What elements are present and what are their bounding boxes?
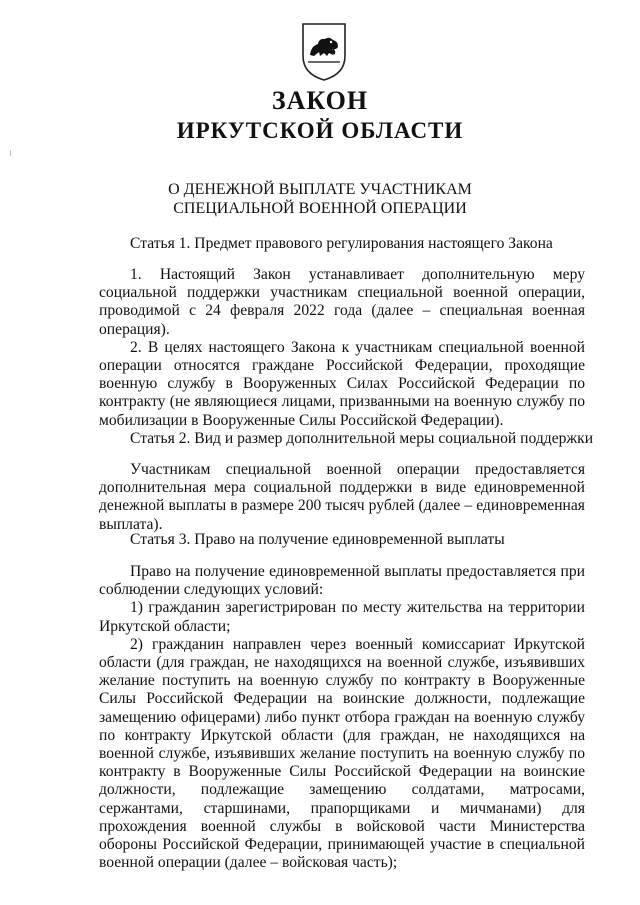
scan-margin-mark (10, 150, 11, 156)
law-subject-line: О ДЕНЕЖНОЙ ВЫПЛАТЕ УЧАСТНИКАМ (168, 181, 472, 198)
paragraph: 1. Настоящий Закон устанавливает дополнительную меру социальной поддержки участникам специальной военной операции, проводимой с 24 февраля 2022 года (далее – специальная военная операция). (99, 266, 585, 338)
article-3-heading: Статья 3. Право на получение единовременной выплаты (130, 531, 505, 548)
list-item: 1) гражданин зарегистрирован по месту жительства на территории Иркутской области; (99, 599, 585, 635)
law-title: ЗАКОН (271, 86, 369, 115)
article-1-heading: Статья 1. Предмет правового регулирования настоящего Закона (130, 235, 553, 252)
paragraph: Право на получение единовременной выплаты предоставляется при соблюдении следующих условий: (99, 563, 585, 599)
law-subject (0, 180, 640, 218)
law-subject-line: СПЕЦИАЛЬНОЙ ВОЕННОЙ ОПЕРАЦИИ (173, 200, 467, 217)
article-1-body (99, 266, 585, 430)
paragraph: 2. В целях настоящего Закона к участникам специальной военной операции относятся граждане Российской Федерации, проходящие военную службу в Вооруженных Силах Российской Федерации по контракту (не являющиеся лицами, призванными на военную службу по мобилизации в Вооруженные Силы Российской Федерации). (99, 338, 585, 429)
region-title: ИРКУТСКОЙ ОБЛАСТИ (176, 118, 464, 143)
article-2-heading: Статья 2. Вид и размер дополнительной меры социальной поддержки (130, 430, 594, 447)
article-2-body (99, 461, 585, 534)
article-3-body (99, 563, 585, 872)
paragraph: Участникам специальной военной операции предоставляется дополнительная мера социальной поддержки в виде единовременной денежной выплаты в размере 200 тысяч рублей (далее – единовременная выплата). (99, 461, 585, 533)
irkutsk-coat-of-arms-icon (300, 22, 348, 82)
list-item: 2) гражданин направлен через военный комиссариат Иркутской области (для граждан, не находящихся на военной службе, изъявивших желание поступить на военную службу по контракту в Вооруженные Силы Российской Федерации на воинские должности, подлежащие замещению офицерами) либо пункт отбора граждан на военную службу по контракту Иркутской области (для граждан, не находящихся на военной службе, изъявивших желание поступить на военную службу по контракту в Вооруженные Силы Российской Федерации на воинские должности, подлежащие замещению солдатами, матросами, сержантами, старшинами, прапорщиками и мичманами) для прохождения военной службы в войсковой части Министерства обороны Российской Федерации, принимающей участие в специальной военной операции (далее – войсковая часть); (99, 635, 585, 872)
